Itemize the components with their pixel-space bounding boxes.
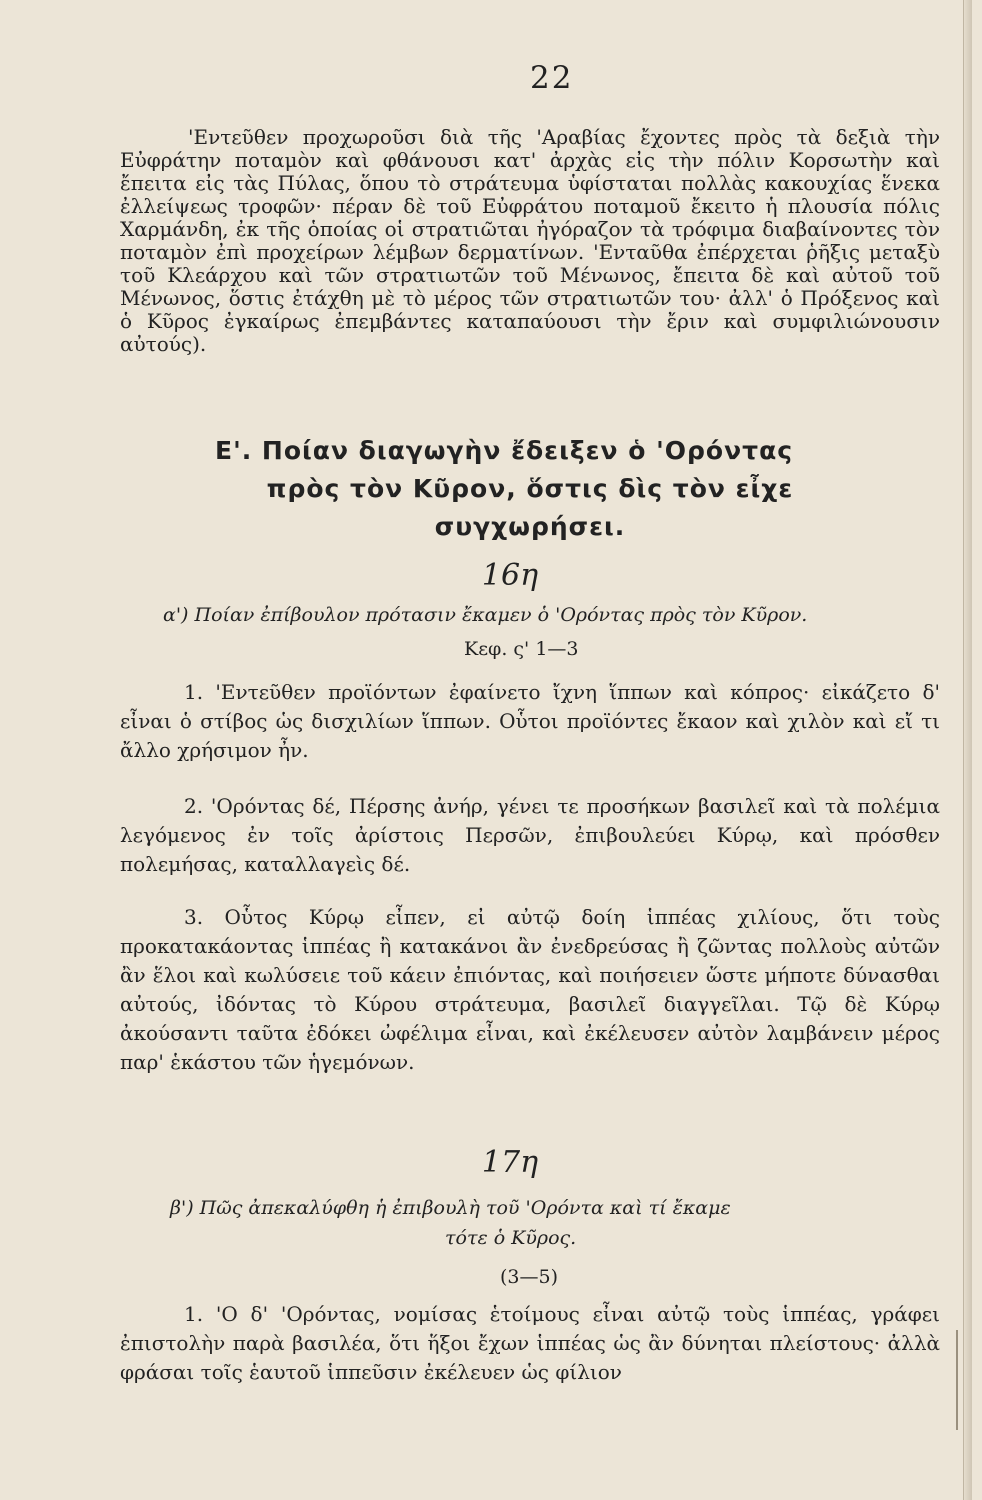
lesson-17-reference: (3—5) [500,1266,559,1288]
paragraph-text: 2. 'Ορόντας δέ, Πέρσης ἀνήρ, γένει τε προσήκων βασιλεῖ καὶ τὰ πολέμια λεγόμενος ἐν τοῖς ἀρίστοις Περσῶν, ἐπιβουλεύει Κύρῳ, καὶ πρόσθεν πολεμήσας, καταλλαγεὶς δέ. [120,794,940,876]
intro-paragraph: 'Εντεῦθεν προχωροῦσι διὰ τῆς 'Αραβίας ἔχοντες πρὸς τὰ δεξιὰ τὴν Εὐφράτην ποταμὸν καὶ φθάνουσι κατ' ἀρχὰς εἰς τὴν πόλιν Κορσωτὴν καὶ ἔπειτα εἰς τὰς Πύλας, ὅπου τὸ στράτευμα ὑφίσταται πολλὰς κακουχίας ἕνεκα ἐλλείψεως τροφῶν· πέραν δὲ τοῦ Εὐφράτου ποταμοῦ ἔκειτο ἡ πλουσία πόλις Χαρμάνδη, ἐκ τῆς ὁποίας οἱ στρατιῶται ἠγόραζον τὰ τρόφιμα διαβαίνοντες τὸν ποταμὸν ἐπὶ προχείρων λέμβων δερματίνων. 'Ενταῦθα ἐπέρχεται ῥῆξις μεταξὺ τοῦ Κλεάρχου καὶ τῶν στρατιωτῶν τοῦ Μένωνος, ἔπειτα δὲ καὶ αὐτοῦ τοῦ Μένωνος, ὅστις ἐτάχθη μὲ τὸ μέρος τῶν στρατιωτῶν του· ἀλλ' ὁ Πρόξενος καὶ ὁ Κῦρος ἐγκαίρως ἐπεμβάντες καταπαύουσι τὴν ἔριν καὶ συμφιλιώνουσιν αὐτούς). [120,125,940,356]
paragraph-text: 1. 'Εντεῦθεν προϊόντων ἐφαίνετο ἴχνη ἵππων καὶ κόπρος· εἰκάζετο δ' εἶναι ὁ στίβος ὡς δισχιλίων ἵππων. Οὗτοι προϊόντες ἔκαον καὶ χιλὸν καὶ εἴ τι ἄλλο χρήσιμον ἦν. [120,680,940,762]
lesson-16-paragraph-2 [120,792,940,879]
lesson-16-reference: Κεφ. ς' 1—3 [464,638,579,660]
question-line-1: β') Πῶς ἀπεκαλύφθη ἡ ἐπιβουλὴ τοῦ 'Ορόντα καὶ τί ἔκαμε [170,1197,731,1219]
lesson-16-paragraph-3 [120,903,940,1077]
paragraph-text: 1. 'Ο δ' 'Ορόντας, νομίσας ἑτοίμους εἶναι αὐτῷ τοὺς ἱππέας, γράφει ἐπιστολὴν παρὰ βασιλέα, ὅτι ἥξοι ἔχων ἱππέας ὡς ἂν δύνηται πλείστους· ἀλλὰ φράσαι τοῖς ἑαυτοῦ ἱππεῦσιν ἐκέλευεν ὡς φίλιον [120,1302,940,1384]
question-line-2: τότε ὁ Κῦρος. [445,1227,577,1249]
heading-line-3: συγχωρήσει. [434,512,626,541]
lesson-17-paragraph-1 [120,1300,940,1387]
lesson-16-paragraph-1 [120,678,940,765]
page-edge [963,0,972,1500]
lesson-number-17: 17η [481,1145,539,1180]
heading-line-1: Ε'. Ποίαν διαγωγὴν ἔδειξεν ὁ 'Ορόντας [215,436,794,465]
lesson-17-question [170,1193,910,1253]
lesson-number-16: 16η [481,558,539,593]
binding-shadow [956,1330,958,1430]
heading-line-2: πρὸς τὸν Κῦρον, ὅστις δὶς τὸν εἶχε [266,474,794,503]
lesson-16-question: α') Ποίαν ἐπίβουλον πρότασιν ἔκαμεν ὁ 'Ορόντας πρὸς τὸν Κῦρον. [163,604,808,626]
paragraph-text: 3. Οὗτος Κύρῳ εἶπεν, εἰ αὐτῷ δοίη ἱππέας χιλίους, ὅτι τοὺς προκατακάοντας ἱππέας ἢ κατακάνοι ἂν ἐνεδρεύσας ἢ ζῶντας πολλοὺς αὐτῶν ἂν ἕλοι καὶ κωλύσειε τοῦ κάειν ἐπιόντας, καὶ ποιήσειεν ὥστε μήποτε δύνασθαι αὐτούς, ἰδόντας τὸ Κύρου στράτευμα, βασιλεῖ διαγγεῖλαι. Τῷ δὲ Κύρῳ ἀκούσαντι ταῦτα ἐδόκει ὠφέλιμα εἶναι, καὶ ἐκέλευσεν αὐτὸν λαμβάνειν μέρος παρ' ἑκάστου τῶν ἡγεμόνων. [120,905,940,1074]
chapter-heading [150,432,910,546]
page-number: 22 [530,60,574,96]
intro-section [120,126,940,356]
